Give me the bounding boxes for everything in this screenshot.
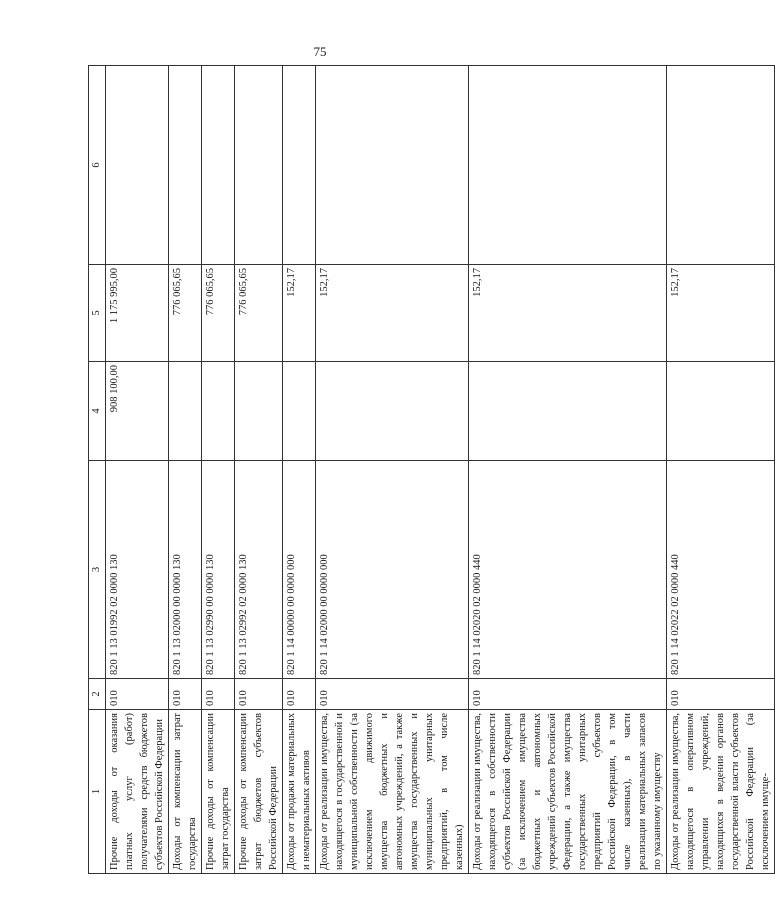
amount-col5: 776 065,65 — [202, 265, 235, 362]
table-row — [667, 66, 775, 874]
income-name: Прочие доходы от компенсации затрат бюджетов субъектов Российской Федерации — [235, 710, 283, 874]
income-name: Доходы от реализации имущества, находящегося в оперативном управлении учреждений, находящихся в ведении органов государственной власти субъектов Российской Федерации (за исключением имуще- — [667, 710, 775, 874]
amount-col6 — [283, 66, 316, 265]
income-name: Доходы от компенсации затрат государства — [169, 710, 202, 874]
budget-classification-code: 820 1 13 02000 00 0000 130 — [169, 461, 202, 679]
budget-classification-code: 820 1 13 01992 02 0000 130 — [106, 461, 169, 679]
page-number: 75 — [313, 44, 327, 59]
amount-col4 — [283, 362, 316, 461]
amount-col5: 152,17 — [316, 265, 469, 362]
amount-col6 — [106, 66, 169, 265]
amount-col6 — [202, 66, 235, 265]
rotated-table-wrapper — [88, 66, 771, 874]
table-row — [106, 66, 169, 874]
income-name: Прочие доходы от компенсации затрат государства — [202, 710, 235, 874]
amount-col4: 908 100,00 — [106, 362, 169, 461]
budget-classification-code: 820 1 14 02020 02 0000 440 — [469, 461, 667, 679]
amount-col4 — [169, 362, 202, 461]
amount-col4 — [235, 362, 283, 461]
amount-col4 — [202, 362, 235, 461]
budget-classification-code: 820 1 13 02990 00 0000 130 — [202, 461, 235, 679]
column-header: 3 — [89, 461, 106, 679]
income-table — [88, 65, 775, 874]
row-code: 010 — [283, 679, 316, 710]
amount-col5: 1 175 995,00 — [106, 265, 169, 362]
income-name: Прочие доходы от оказания платных услуг (работ) получателями средств бюджетов субъектов Российской Федерации — [106, 710, 169, 874]
amount-col5: 152,17 — [667, 265, 775, 362]
income-name: Доходы от продажи материальных и нематериальных активов — [283, 710, 316, 874]
income-name: Доходы от реализации имущества, находящегося в собственности субъектов Российской Федерации (за исключением имущества бюджетных и автономных учреждений субъектов Российской Федерации, а также имущества государственных унитарных предприятий субъектов Российской Федерации, в том числе казенных), в части реализации материальных запасов по указанному имуществу — [469, 710, 667, 874]
row-code: 010 — [106, 679, 169, 710]
budget-classification-code: 820 1 14 02022 02 0000 440 — [667, 461, 775, 679]
row-code: 010 — [169, 679, 202, 710]
column-header: 1 — [89, 710, 106, 874]
amount-col5: 776 065,65 — [235, 265, 283, 362]
amount-col4 — [316, 362, 469, 461]
amount-col6 — [667, 66, 775, 265]
amount-col5: 152,17 — [283, 265, 316, 362]
amount-col6 — [316, 66, 469, 265]
budget-classification-code: 820 1 14 02000 00 0000 000 — [316, 461, 469, 679]
table-row — [283, 66, 316, 874]
row-code: 010 — [667, 679, 775, 710]
income-name: Доходы от реализации имущества, находящегося в государственной и муниципальной собственности (за исключением движимого имущества бюджетных и автономных учреждений, а также имущества государственных и муниципальных унитарных предприятий, в том числе казенных) — [316, 710, 469, 874]
column-header: 6 — [89, 66, 106, 265]
row-code: 010 — [316, 679, 469, 710]
column-header: 5 — [89, 265, 106, 362]
budget-classification-code: 820 1 14 00000 00 0000 000 — [283, 461, 316, 679]
column-header: 4 — [89, 362, 106, 461]
amount-col4 — [667, 362, 775, 461]
table-row — [316, 66, 469, 874]
amount-col6 — [169, 66, 202, 265]
amount-col6 — [469, 66, 667, 265]
table-row — [235, 66, 283, 874]
amount-col4 — [469, 362, 667, 461]
amount-col6 — [235, 66, 283, 265]
amount-col5: 152,17 — [469, 265, 667, 362]
row-code: 010 — [469, 679, 667, 710]
table-row — [202, 66, 235, 874]
row-code: 010 — [235, 679, 283, 710]
table-row — [169, 66, 202, 874]
column-header: 2 — [89, 679, 106, 710]
budget-classification-code: 820 1 13 02992 02 0000 130 — [235, 461, 283, 679]
header-row — [89, 66, 106, 874]
amount-col5: 776 065,65 — [169, 265, 202, 362]
row-code: 010 — [202, 679, 235, 710]
table-row — [469, 66, 667, 874]
